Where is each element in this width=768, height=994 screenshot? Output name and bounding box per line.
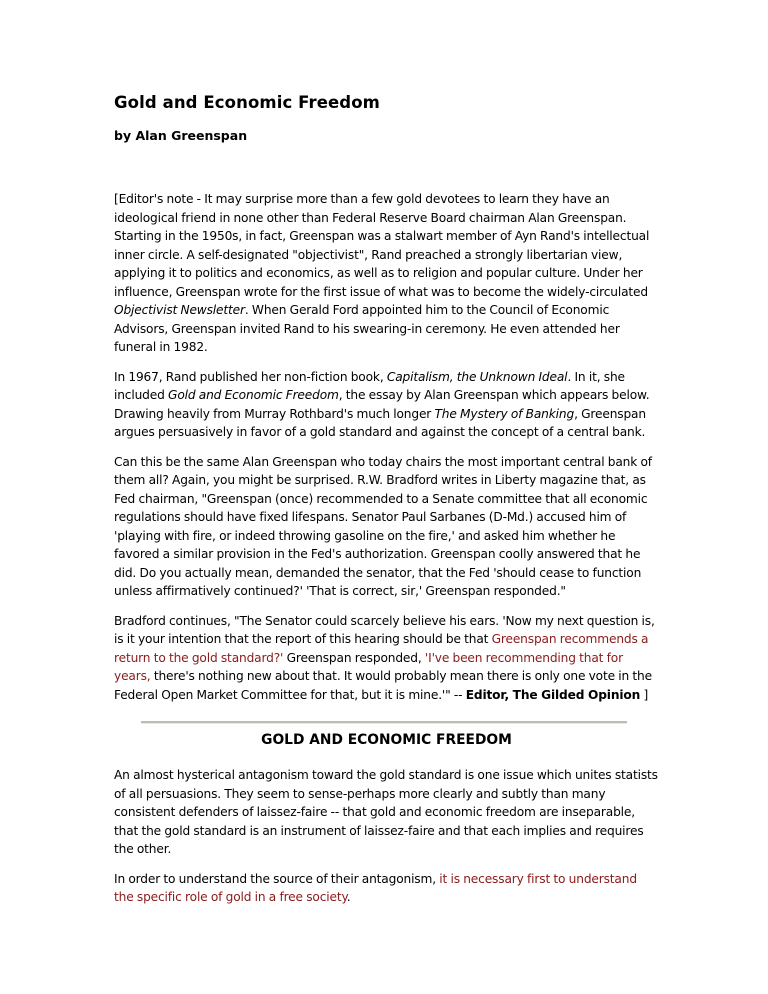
text-segment: ] (640, 687, 649, 702)
text-segment: In 1967, Rand published her non-fiction book, (114, 369, 387, 384)
italic-title-capitalism: Capitalism, the Unknown Ideal (386, 369, 568, 384)
text-segment: In order to understand the source of their antagonism, (114, 871, 440, 886)
editors-note-paragraph-4 (114, 612, 659, 705)
text-segment: Bradford continues, "The Senator could scarcely believe his ears. 'Now my next question is, is it your intention that the report of this hearing should be that (114, 613, 655, 646)
author-byline: by Alan Greenspan (114, 128, 248, 143)
document-title: Gold and Economic Freedom (114, 93, 380, 112)
italic-title-objectivist-newsletter: Objectivist Newsletter (114, 303, 245, 317)
highlighted-quote-2: 'I've been recommending that for years, (114, 650, 623, 683)
essay-body (114, 766, 659, 907)
text-segment: Greenspan responded, (283, 650, 425, 665)
text-segment: , Greenspan argues persuasively in favor of a gold standard and against the concept of a central bank. (114, 406, 646, 439)
text-segment: . In it, she included (114, 369, 625, 402)
text-segment: . When Gerald Ford appointed him to the Council of Economic Advisors, Greenspan invited Rand to his swearing-in ceremony. He even attended her funeral in 1982. (114, 303, 620, 354)
editors-note-paragraph-3: Can this be the same Alan Greenspan who today chairs the most important central bank of them all? Again, you might be surprised. R.W. Bradford writes in Liberty magazine that, as Fed chairman, "Greenspan (once) recommended to a Senate committee that all economic regulations should have fixed lifespans. Senator Paul Sarbanes (D-Md.) accused him of 'playing with fire, or indeed throwing gasoline on the fire,' and asked him whether he favored a similar provision in the Fed's authorization. Greenspan coolly answered that he did. Do you actually mean, demanded the senator, that the Fed 'should cease to function unless affirmatively continued?' 'That is correct, sir,' Greenspan responded." (114, 454, 652, 598)
italic-title-mystery-of-banking: The Mystery of Banking (434, 406, 575, 421)
essay-paragraph-2 (114, 870, 659, 907)
editor-signature: Editor, The Gilded Opinion (465, 687, 641, 702)
highlighted-quote-1: Greenspan recommends a return to the gold standard?' (114, 632, 649, 665)
text-segment: there's nothing new about that. It would probably mean there is only one vote in the Federal Open Market Committee for that, but it is mine.'" -- (114, 669, 652, 702)
editors-note-paragraph-1 (114, 190, 659, 357)
essay-paragraph-1: An almost hysterical antagonism toward the gold standard is one issue which unites statists of all persuasions. They seem to sense-perhaps more clearly and subtly than many consistent defenders of laissez-faire -- that gold and economic freedom are inseparable, that the gold standard is an instrument of laissez-faire and that each implies and requires the other. (114, 768, 658, 856)
italic-title-gold-and-economic-freedom: Gold and Economic Freedom (168, 388, 339, 402)
text-segment: [Editor's note - It may surprise more than a few gold devotees to learn they have an ideological friend in none other than Federal Reserve Board chairman Alan Greenspan. Starting in the 1950s, in fact, Greenspan was a stalwart member of Ayn Rand's intellectual inner circle. A self-designated "objectivist", Rand preached a strongly libertarian view, applying it to politics and economics, as well as to religion and popular culture. Under her influence, Greenspan wrote for the first issue of what was to become the widely-circulated (114, 192, 650, 299)
horizontal-rule (141, 721, 627, 724)
text-segment: , the essay by Alan Greenspan which appears below. Drawing heavily from Murray Rothbard's much longer (114, 388, 650, 421)
text-segment: . (346, 890, 351, 904)
editors-note-paragraph-2 (114, 368, 659, 442)
section-heading: GOLD AND ECONOMIC FREEDOM (261, 732, 512, 748)
document-page (114, 92, 659, 904)
highlighted-phrase: it is necessary first to understand the specific role of gold in a free society (114, 871, 637, 904)
